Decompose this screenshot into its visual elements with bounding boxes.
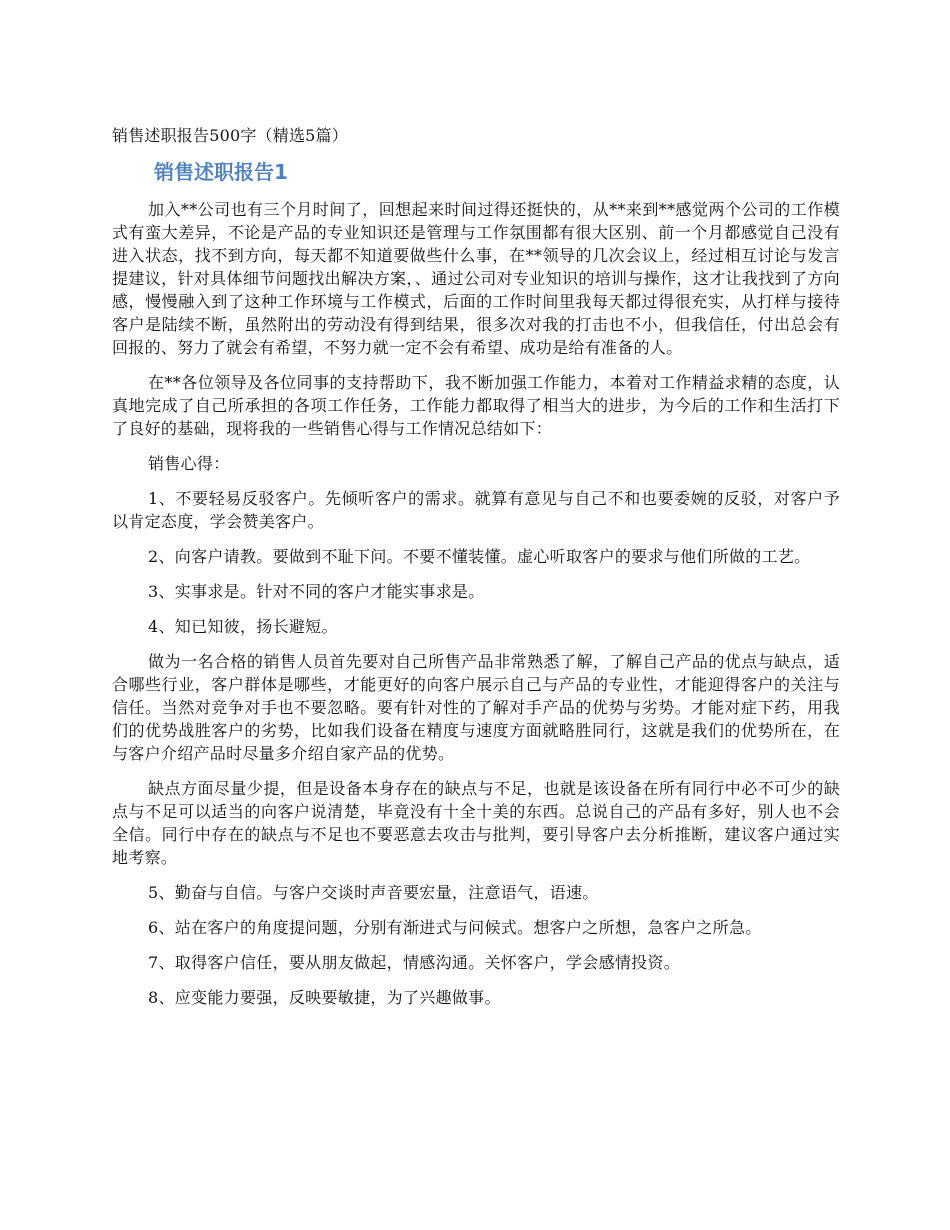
list-item-paragraph: 6、站在客户的角度提问题，分别有渐进式与问候式。想客户之所想，急客户之所急。 <box>148 918 762 937</box>
list-item-paragraph: 5、勤奋与自信。与客户交谈时声音要宏量，注意语气，语速。 <box>148 883 599 902</box>
document-title: 销售述职报告500字（精选5篇） <box>112 126 348 145</box>
list-item-paragraph: 8、应变能力要强，反映要敏捷，为了兴趣做事。 <box>148 988 501 1007</box>
body-paragraph: 在**各位领导及各位同事的支持帮助下，我不断加强工作能力，本着对工作精益求精的态度，认真地完成了自己所承担的各项工作任务，工作能力都取得了相当大的进步，为今后的工作和生活打下了良好的基础，现将我的一些销售心得与工作情况总结如下： <box>112 373 840 438</box>
list-item-paragraph: 2、向客户请教。要做到不耻下问。不要不懂装懂。虚心听取客户的要求与他们所做的工艺。 <box>148 547 811 566</box>
list-item-paragraph: 3、实事求是。针对不同的客户才能实事求是。 <box>148 582 485 601</box>
list-item-paragraph: 4、知已知彼，扬长避短。 <box>148 617 338 636</box>
body-paragraph: 加入**公司也有三个月时间了，回想起来时间过得还挺快的，从**来到**感觉两个公司的工作模式有蛮大差异，不论是产品的专业知识还是管理与工作氛围都有很大区别、前一个月都感觉自己没有进入状态，找不到方向，每天都不知道要做些什么事，在**领导的几次会议上，经过相互讨论与发言提建议，针对具体细节问题找出解决方案，、通过公司对专业知识的培训与操作，这才让我找到了方向感，慢慢融入到了这种工作环境与工作模式，后面的工作时间里我每天都过得很充实，从打样与接待客户是陆续不断，虽然附出的劳动没有得到结果，很多次对我的打击也不小，但我信任，付出总会有回报的、努力了就会有希望，不努力就一定不会有希望、成功是给有准备的人。 <box>112 200 840 357</box>
subheading-paragraph: 销售心得： <box>148 454 230 473</box>
section-heading: 销售述职报告1 <box>154 160 288 184</box>
body-paragraph: 缺点方面尽量少提，但是设备本身存在的缺点与不足，也就是该设备在所有同行中必不可少的缺点与不足可以适当的向客户说清楚，毕竟没有十全十美的东西。总说自己的产品有多好，别人也不会全信。同行中存在的缺点与不足也不要恶意去攻击与批判，要引导客户去分析推断，建议客户通过实地考察。 <box>112 779 840 867</box>
body-paragraph: 做为一名合格的销售人员首先要对自己所售产品非常熟悉了解，了解自己产品的优点与缺点，适合哪些行业，客户群体是哪些，才能更好的向客户展示自己与产品的专业性，才能迎得客户的关注与信任。当然对竞争对手也不要忽略。要有针对性的了解对手产品的优势与劣势。才能对症下药，用我们的优势战胜客户的劣势，比如我们设备在精度与速度方面就略胜同行，这就是我们的优势所在，在与客户介绍产品时尽量多介绍自家产品的优势。 <box>112 652 840 763</box>
list-item-paragraph: 1、不要轻易反驳客户。先倾听客户的需求。就算有意见与自己不和也要委婉的反驳，对客户予以肯定态度，学会赞美客户。 <box>112 489 840 531</box>
list-item-paragraph: 7、取得客户信任，要从朋友做起，情感沟通。关怀客户，学会感情投资。 <box>148 953 681 972</box>
document-page <box>112 124 840 1021</box>
